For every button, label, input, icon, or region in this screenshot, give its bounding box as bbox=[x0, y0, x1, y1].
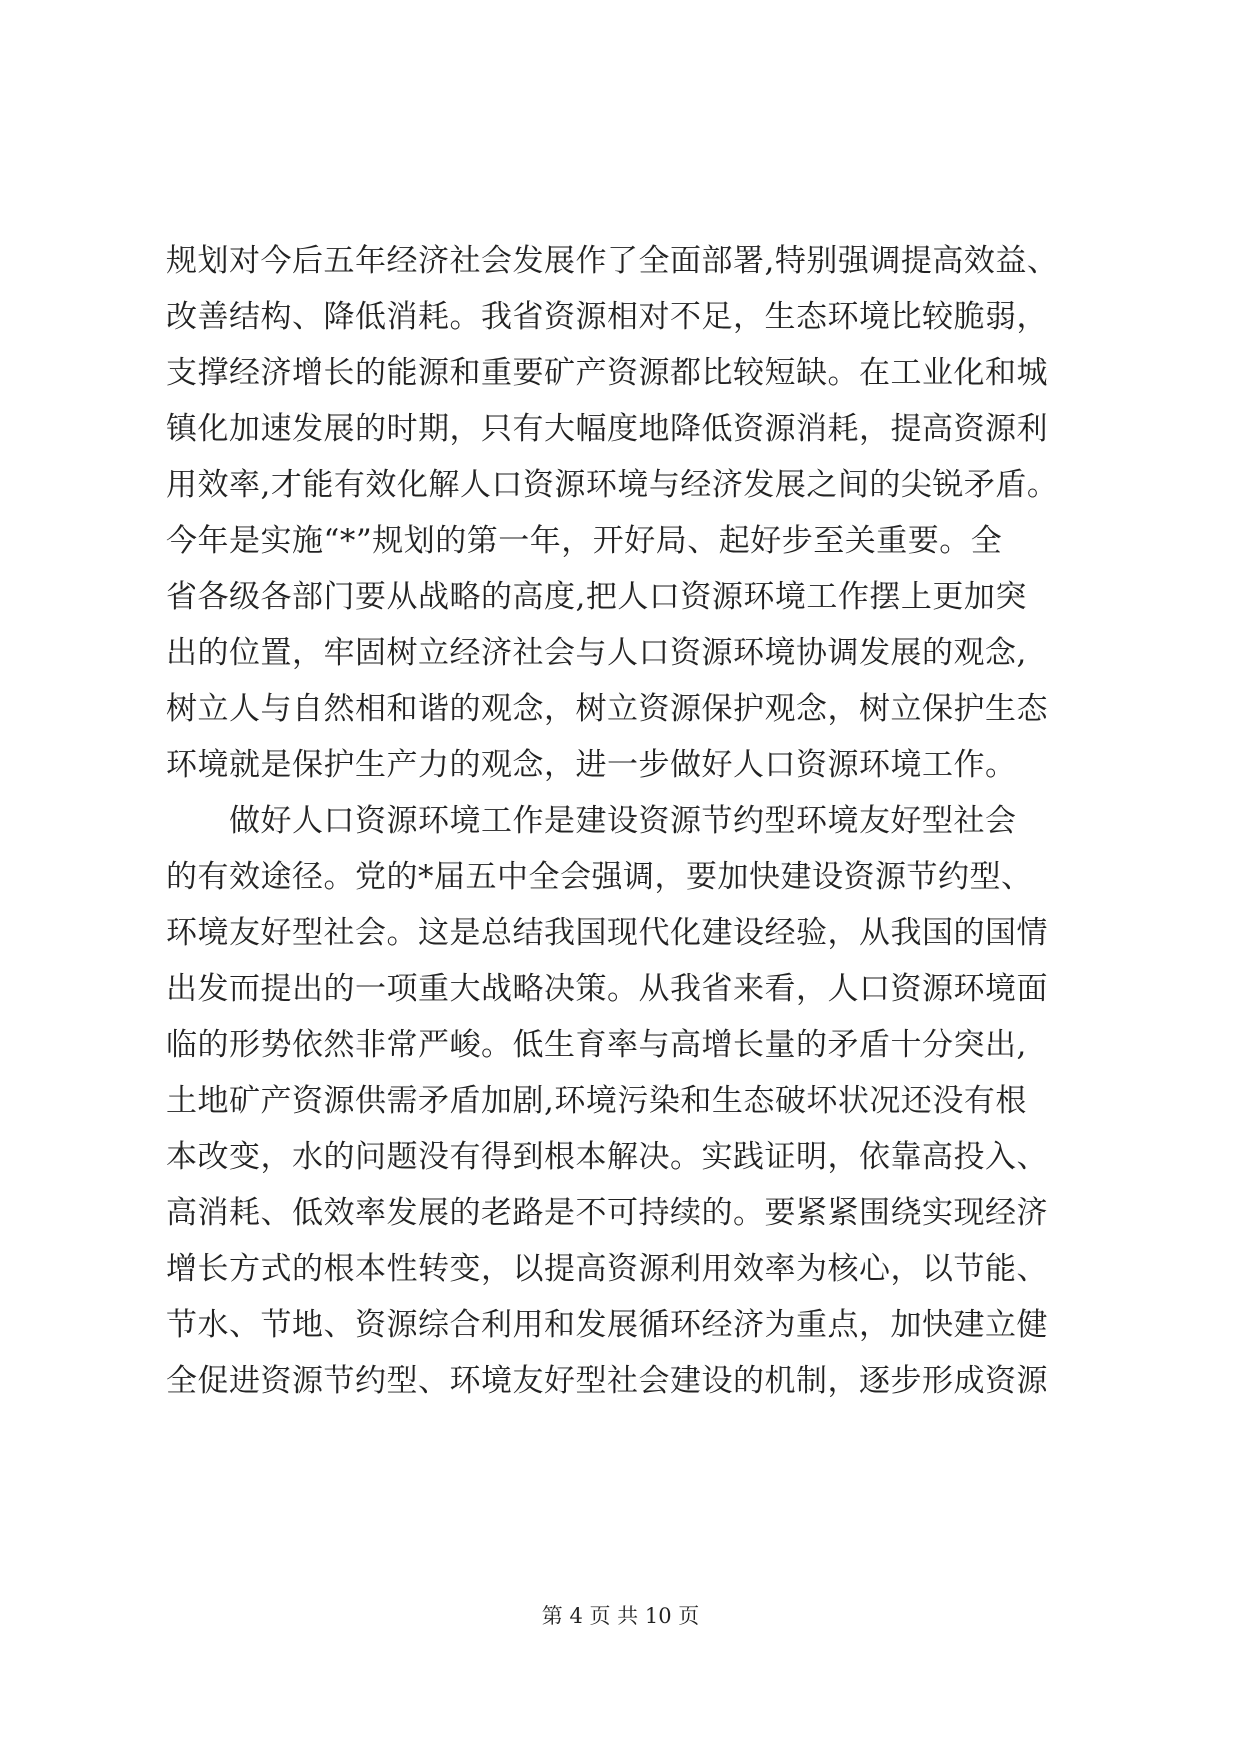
text-line: 今年是实施“*”规划的第一年，开好局、起好步至关重要。全 bbox=[166, 523, 1003, 559]
text-line: 增长方式的根本性转变，以提高资源利用效率为核心，以节能、 bbox=[166, 1251, 1048, 1287]
text-line: 本改变，水的问题没有得到根本解决。实践证明，依靠高投入、 bbox=[166, 1139, 1048, 1175]
text-line: 省各级各部门要从战略的高度,把人口资源环境工作摆上更加突 bbox=[166, 579, 1027, 615]
text-line: 出发而提出的一项重大战略决策。从我省来看，人口资源环境面 bbox=[166, 971, 1048, 1007]
text-line: 规划对今后五年经济社会发展作了全面部署,特别强调提高效益、 bbox=[166, 243, 1059, 279]
text-line: 土地矿产资源供需矛盾加剧,环境污染和生态破坏状况还没有根 bbox=[166, 1083, 1027, 1119]
text-line: 高消耗、低效率发展的老路是不可持续的。要紧紧围绕实现经济 bbox=[166, 1195, 1048, 1231]
text-line: 改善结构、降低消耗。我省资源相对不足，生态环境比较脆弱， bbox=[166, 299, 1048, 335]
text-line: 出的位置，牢固树立经济社会与人口资源环境协调发展的观念, bbox=[166, 635, 1027, 671]
text-line: 的有效途径。党的*届五中全会强调，要加快建设资源节约型、 bbox=[166, 859, 1033, 895]
text-line: 树立人与自然相和谐的观念，树立资源保护观念，树立保护生态 bbox=[166, 691, 1048, 727]
text-line: 镇化加速发展的时期，只有大幅度地降低资源消耗，提高资源利 bbox=[166, 411, 1048, 447]
text-line: 用效率,才能有效化解人口资源环境与经济发展之间的尖锐矛盾。 bbox=[166, 467, 1059, 503]
text-line: 做好人口资源环境工作是建设资源节约型环境友好型社会 bbox=[166, 803, 1017, 839]
page-number-footer: 第 4 页 共 10 页 bbox=[541, 1604, 700, 1628]
text-line: 环境就是保护生产力的观念，进一步做好人口资源环境工作。 bbox=[166, 747, 1017, 783]
text-line: 支撑经济增长的能源和重要矿产资源都比较短缺。在工业化和城 bbox=[166, 355, 1048, 391]
body-text bbox=[166, 233, 1078, 1409]
text-line: 临的形势依然非常严峻。低生育率与高增长量的矛盾十分突出, bbox=[166, 1027, 1027, 1063]
text-line: 环境友好型社会。这是总结我国现代化建设经验，从我国的国情 bbox=[166, 915, 1048, 951]
text-line: 全促进资源节约型、环境友好型社会建设的机制，逐步形成资源 bbox=[166, 1363, 1048, 1399]
text-line: 节水、节地、资源综合利用和发展循环经济为重点，加快建立健 bbox=[166, 1307, 1048, 1343]
